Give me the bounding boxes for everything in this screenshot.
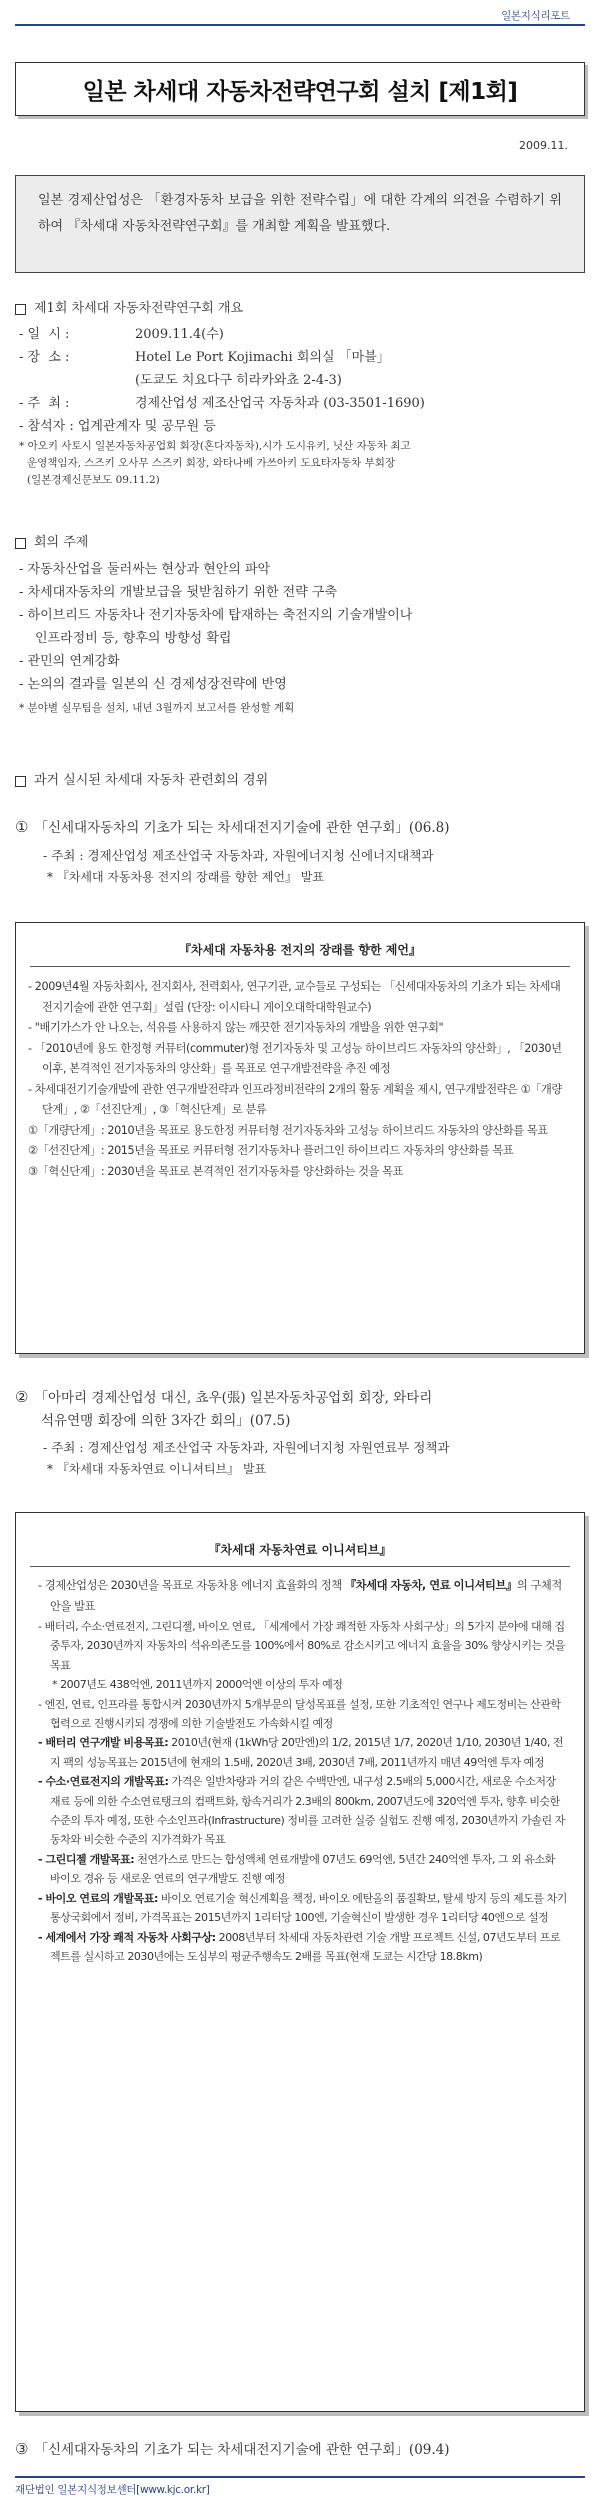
meeting-address: (도쿄도 치요다구 히라카와쵸 2-4-3) xyxy=(135,373,342,388)
history-item-3 xyxy=(15,2438,585,2461)
section-overview xyxy=(15,298,585,489)
footer-divider xyxy=(15,2476,585,2478)
topic-item-cont: 인프라정비 등, 향후의 방향성 확립 xyxy=(35,631,232,646)
stage-item: ①「개량단계」: 2010년을 목표로 용도한정 커뮤터형 전기자동차와 고성능 하이브리드 자동차의 양산화를 목표 xyxy=(28,1123,548,1137)
box-paragraph: - "배기가스가 안 나오는, 석유를 사용하지 않는 깨끗한 전기자동차의 개발을 위한 연구회" xyxy=(28,1021,444,1034)
topic-item: - 하이브리드 자동차나 전기자동차에 탑재하는 축전지의 기술개발이나 xyxy=(19,608,413,623)
square-bullet-icon xyxy=(15,304,26,315)
meeting-date: - 일 시 : 2009.11.4(수) xyxy=(19,327,224,342)
meeting-participants: - 참석자 : 업계관계자 및 공무원 등 xyxy=(19,419,216,434)
history-item-1-title: ① 「신세대자동차의 기초가 되는 차세대전지기술에 관한 연구회」(06.8) xyxy=(15,818,450,836)
summary-box: 일본 경제산업성은 「환경자동차 보급을 위한 전략수립」에 대한 각계의 의견을 수렴하기 위하여 『차세대 자동차전략연구회』를 개최할 계획을 발표했다. xyxy=(15,175,585,273)
box-paragraph: - 「2010년에 용도 한정형 커뮤터(commuter)형 전기자동차 및 고성능 하이브리드 자동차의 양산화」, 「2030년 이후, 본격적인 전기자동차의 양산화」를 목표로 연구개발전략을 추진 예정 xyxy=(28,1041,562,1075)
battery-proposal-box xyxy=(15,922,585,1354)
history-item-2-host: - 주최 : 경제산업성 제조산업국 자동차과, 자원에너지청 자원연료부 정책과 xyxy=(43,1440,450,1455)
section-overview-heading: 제1회 차세대 자동차전략연구회 개요 xyxy=(15,298,585,320)
title-box xyxy=(15,62,585,116)
participants-source: (일본경제신문보도 09.11.2) xyxy=(27,474,160,486)
report-date: 2009.11. xyxy=(519,139,568,152)
participants-note-2: 운영책임자, 스즈키 오사무 스즈키 회장, 와타나베 가쓰아키 도요타자동차 부회장 xyxy=(27,457,396,469)
participants-note: * 아오키 사토시 일본자동차공업회 회장(혼다자동차),시가 도시유키, 닛산 자동차 최고 xyxy=(19,440,411,452)
history-item-1-host: - 주최 : 경제산업성 제조산업국 자동차과, 자원에너지청 신에너지대책과 xyxy=(43,848,434,863)
meeting-place: - 장 소 : Hotel Le Port Kojimachi 회의실 「마블」 xyxy=(19,350,390,365)
history-item-2-title: ② 「아마리 경제산업성 대신, 쵸우(張) 일본자동차공업회 회장, 와타리 xyxy=(15,1388,433,1406)
history-item-2-report: * 『차세대 자동차연료 이니셔티브』 발표 xyxy=(47,1462,267,1476)
history-item-1-report: * 『차세대 자동차용 전지의 장래를 향한 제언』 발표 xyxy=(47,870,324,884)
box-paragraph: - 경제산업성은 2030년을 목표로 자동차용 에너지 효율화의 정책 『차세대 자동차, 연료 이니셔티브』의 구체적 안을 발표 xyxy=(38,1579,562,1613)
header-divider xyxy=(15,24,585,26)
square-bullet-icon xyxy=(15,776,26,787)
footer-text: 재단법인 일본지식정보센터[www.kjc.or.kr] xyxy=(15,2484,210,2496)
section-topics-heading: 회의 주제 xyxy=(15,532,585,554)
stage-item: ③「혁신단계」: 2030년을 목표로 본격적인 전기자동차를 양산화하는 것을 목표 xyxy=(28,1164,403,1178)
history-item-1 xyxy=(15,816,585,887)
box-paragraph: - 배터리 연구개발 비용목표: 2010년(현재 (1kWh당 20만엔)의 1/2, 2015년 1/7, 2020년 1/10, 2030년 1/40, 전지 팩의 성능목표는 2015년에 현재의 1.5배, 2020년 3배, 2030년 7배, 2011년까지 매년 49억엔 투자 예정 xyxy=(38,1736,564,1769)
box-paragraph: - 엔진, 연료, 인프라를 통합시켜 2030년까지 5개부문의 달성목표를 설정, 또한 기초적인 연구나 제도정비는 산관학 협력으로 진행시키되 경쟁에 의한 기술발전도 가속화시킬 예정 xyxy=(38,1697,561,1731)
square-bullet-icon xyxy=(15,538,26,549)
box-paragraph: - 차세대전기기술개발에 관한 연구개발전략과 인프라정비전략의 2개의 활동 계획을 제시, 연구개발전략은 ①「개량단계」, ②「선진단계」, ③「혁신단계」로 분류 xyxy=(28,1082,562,1116)
box-paragraph: - 수소·연료전지의 개발목표: 가격은 일반차량과 거의 같은 수백만엔, 내구성 2.5배의 5,000시간, 새로운 수소저장 재료 등에 의한 수소연료탱크의 컴팩트화, 항속거리가 2.3배의 800km, 2007년도에 320억엔 투자, 향후 비슷한 수준의 투자 예정, 또한 수소인프라(Infrastructure) 정비를 고려한 실증 실험도 진행 예정, 2030년까지 가솔린 자동차와 비슷한 수준의 지가격화가 목표 xyxy=(38,1775,565,1847)
topics-note: * 분야별 실무팀을 설치, 내년 3월까지 보고서를 완성할 계획 xyxy=(19,702,295,714)
box-note: * 2007년도 438억엔, 2011년까지 2000억엔 이상의 투자 예정 xyxy=(52,1678,343,1692)
box-paragraph: - 2009년4월 자동차회사, 전지회사, 전력회사, 연구기관, 교수들로 구성되는 「신세대자동차의 기초가 되는 차세대전지기술에 관한 연구회」설립 (단장: 이시타니 게이오대학대학원교수) xyxy=(28,980,561,1014)
page-title: 일본 차세대 자동차전략연구회 설치 [제1회] xyxy=(82,78,518,105)
battery-proposal-title: 『차세대 자동차용 전지의 장래를 향한 제언』 xyxy=(179,943,421,957)
box-paragraph: - 바이오 연료의 개발목표: 바이오 연료기술 혁신계획을 책정, 바이오 에탄올의 품질확보, 탈세 방지 등의 제도를 차기 통상국회에서 정비, 가격목표는 2015년까지 1리터당 100엔, 기술혁신이 발생한 경우 1리터당 40엔으로 설정 xyxy=(38,1891,567,1925)
history-item-2 xyxy=(15,1386,585,1479)
topic-item: - 자동차산업을 둘러싸는 현상과 현안의 파악 xyxy=(19,562,271,577)
topic-item: - 논의의 결과를 일본의 신 경제성장전략에 반영 xyxy=(19,677,287,692)
history-item-3-title: ③ 「신세대자동차의 기초가 되는 차세대전지기술에 관한 연구회」(09.4) xyxy=(15,2440,450,2458)
org-label: 일본지식리포트 xyxy=(501,10,570,22)
history-item-2-title-cont: 석유연맹 회장에 의한 3자간 회의」(07.5) xyxy=(41,1413,291,1429)
box-paragraph: - 세계에서 가장 쾌적 자동차 사회구상: 2008년부터 차세대 자동차관련 기술 개발 프로젝트 신설, 07년도부터 프로젝트를 실시하고 2030년에는 도심부의 평균주행속도 2배를 목표(현재 도쿄는 시간당 18.8km) xyxy=(38,1930,561,1963)
section-topics xyxy=(15,532,585,717)
fuel-initiative-title: 『차세대 자동차연료 이니셔티브』 xyxy=(208,1543,392,1557)
box-paragraph: - 배터리, 수소·연료전지, 그린디젤, 바이오 연료, 「세계에서 가장 쾌적한 자동차 사회구상」의 5가지 분야에 대해 집중투자, 2030년까지 자동차의 석유의존도를 100%에서 80%로 감소시키고 에너지 효율을 30% 향상시키는 것을 목표 xyxy=(38,1620,566,1672)
fuel-initiative-box xyxy=(15,1512,585,2412)
topic-item: - 관민의 연계강화 xyxy=(19,654,120,669)
topic-item: - 차세대자동차의 개발보급을 뒷받침하기 위한 전략 구축 xyxy=(19,585,338,600)
stage-item: ②「선진단계」: 2015년을 목표로 커뮤터형 전기자동차나 플러그인 하이브리드 자동차의 양산화를 목표 xyxy=(28,1144,514,1157)
meeting-host: - 주 최 : 경제산업성 제조산업국 자동차과 (03-3501-1690) xyxy=(19,396,425,411)
section-history-heading: 과거 실시된 차세대 자동차 관련회의 경위 xyxy=(15,770,585,792)
section-history xyxy=(15,770,585,792)
box-paragraph: - 그린디젤 개발목표: 천연가스로 만드는 합성액체 연료개발에 07년도 69억엔, 5년간 240억엔 투자, 그 외 유소화 바이오 경유 등 새로운 연료의 연구개발도 진행 예정 xyxy=(38,1852,555,1886)
